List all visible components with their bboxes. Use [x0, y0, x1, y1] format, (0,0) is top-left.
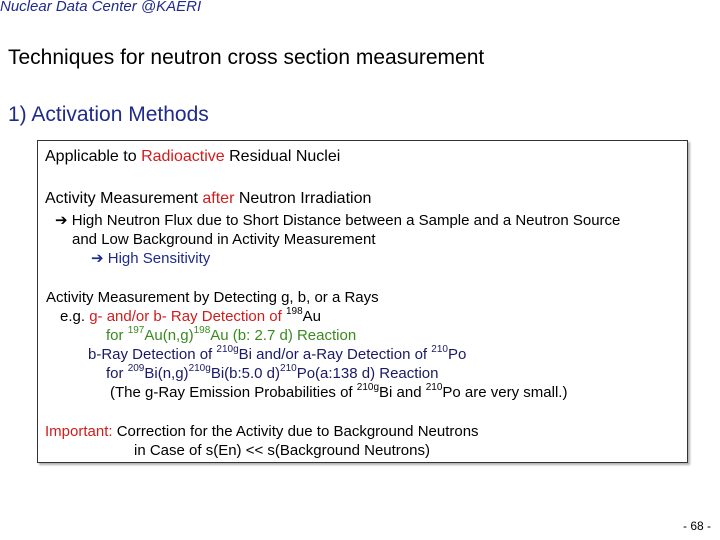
arrow-right-icon: ➔ — [55, 212, 68, 229]
radioactive-highlight: Radioactive — [141, 148, 225, 165]
line-applicable: Applicable to Radioactive Residual Nuclei — [45, 148, 341, 165]
slide-title: Techniques for neutron cross section measurement — [8, 46, 485, 69]
line-activity-after: Activity Measurement after Neutron Irradiation — [45, 190, 372, 207]
after-highlight: after — [202, 190, 235, 207]
line-bi-reaction: for $^{209}Bi(n,g)^{210g}Bi(b:5.0$ d)$^{210}$Po(a:138 d) Reaction — [106, 363, 439, 382]
line-high-sensitivity: ➔ High Sensitivity — [91, 250, 211, 267]
arrow-right-icon: ➔ — [91, 250, 104, 267]
line-emission-note: (The g-Ray Emission Probabilities of $^{210g}$Bi and $^{210}$Po are very small.) — [110, 382, 568, 401]
header-org: Nuclear Data Center @KAERI — [0, 0, 202, 15]
line-au-reaction: for $^{197}Au(n,g)^{198}Au$ (b: 2.7 d) Reaction — [106, 325, 357, 344]
line-detecting-rays: Activity Measurement by Detecting g, b, or a Rays — [46, 289, 379, 306]
line-high-flux: ➔ High Neutron Flux due to Short Distance between a Sample and a Neutron Source — [55, 212, 621, 229]
line-important: Important: Correction for the Activity due to Background Neutrons — [45, 423, 479, 440]
line-background-case: in Case of s(En) << s(Background Neutrons) — [134, 442, 430, 459]
section-heading: 1) Activation Methods — [8, 103, 209, 126]
line-eg-au: e.g. g- and/or b- Ray Detection of $^{198}$Au — [60, 306, 321, 325]
line-bi-po-detection: b-Ray Detection of $^{210g}$Bi and/or a-Ray Detection of $^{210}$Po — [88, 344, 467, 363]
important-label: Important: — [45, 423, 113, 440]
line-low-background: and Low Background in Activity Measurement — [72, 231, 376, 248]
page-number: - 68 - — [683, 519, 712, 533]
content-box — [37, 140, 688, 463]
